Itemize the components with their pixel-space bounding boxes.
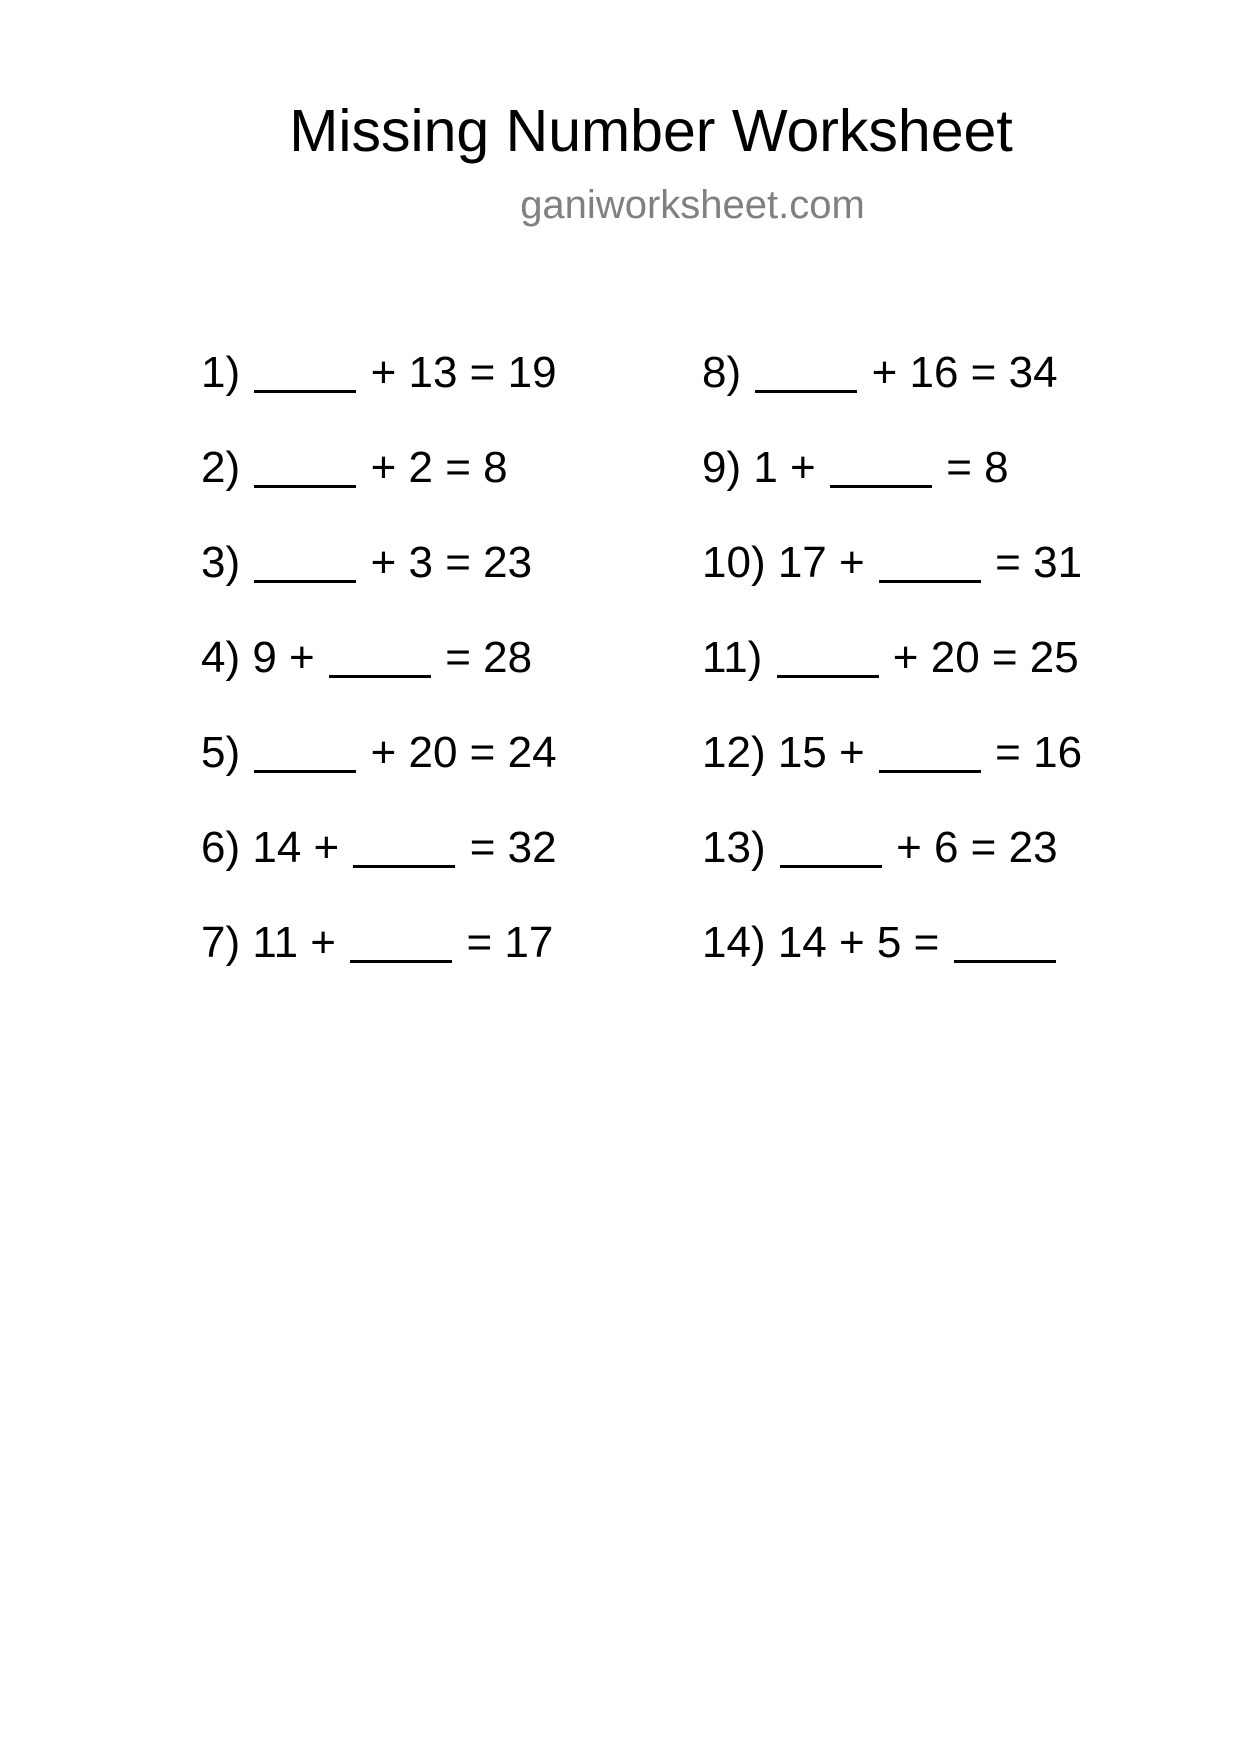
problem-number: 8): [702, 348, 742, 397]
answer-blank[interactable]: [830, 485, 932, 488]
problem-addend: 15 +: [777, 728, 865, 777]
problem-number: 14): [702, 918, 766, 967]
problem-10: [702, 535, 1082, 630]
problem-11: [702, 630, 1082, 725]
problem-equation: + 3 = 23: [370, 538, 533, 587]
problem-equation: = 31: [995, 538, 1083, 587]
problem-4: [201, 630, 557, 725]
problem-3: [201, 535, 557, 630]
answer-blank[interactable]: [777, 675, 879, 678]
answer-blank[interactable]: [879, 770, 981, 773]
problem-number: 2): [201, 443, 241, 492]
answer-blank[interactable]: [254, 485, 356, 488]
problem-addend: 9 +: [252, 633, 315, 682]
problem-number: 3): [201, 538, 241, 587]
answer-blank[interactable]: [755, 390, 857, 393]
problem-number: 11): [702, 633, 763, 682]
problem-equation: + 16 = 34: [871, 348, 1058, 397]
problem-addend: 1 +: [753, 443, 816, 492]
problem-number: 10): [702, 538, 766, 587]
problem-number: 7): [201, 918, 241, 967]
problem-number: 4): [201, 633, 241, 682]
problem-number: 5): [201, 728, 241, 777]
problem-number: 6): [201, 823, 241, 872]
problem-number: 13): [702, 823, 766, 872]
problem-column-right: [702, 345, 1082, 1010]
answer-blank[interactable]: [254, 770, 356, 773]
problem-7: [201, 915, 557, 1010]
problem-addend: 11 +: [252, 918, 336, 967]
answer-blank[interactable]: [254, 580, 356, 583]
problem-number: 9): [702, 443, 742, 492]
problem-13: [702, 820, 1082, 915]
problem-equation: + 2 = 8: [370, 443, 508, 492]
worksheet-title: Missing Number Worksheet: [289, 98, 1013, 164]
answer-blank[interactable]: [329, 675, 431, 678]
problem-addend: 14 + 5 =: [777, 918, 940, 967]
problem-column-left: [201, 345, 557, 1010]
answer-blank[interactable]: [879, 580, 981, 583]
problem-5: [201, 725, 557, 820]
problem-equation: + 20 = 24: [370, 728, 557, 777]
problem-14: [702, 915, 1082, 1010]
problem-6: [201, 820, 557, 915]
problem-9: [702, 440, 1082, 535]
problem-2: [201, 440, 557, 535]
problem-equation: = 17: [466, 918, 554, 967]
answer-blank[interactable]: [353, 865, 455, 868]
problem-equation: = 28: [445, 633, 533, 682]
problem-equation: = 32: [469, 823, 557, 872]
website-credit: ganiworksheet.com: [520, 183, 865, 227]
problem-equation: + 20 = 25: [892, 633, 1079, 682]
problem-addend: 17 +: [777, 538, 865, 587]
problem-equation: + 13 = 19: [370, 348, 557, 397]
problem-8: [702, 345, 1082, 440]
answer-blank[interactable]: [254, 390, 356, 393]
problem-1: [201, 345, 557, 440]
problem-equation: = 16: [995, 728, 1083, 777]
problem-equation: + 6 = 23: [896, 823, 1058, 872]
problem-number: 12): [702, 728, 766, 777]
answer-blank[interactable]: [780, 865, 882, 868]
problem-equation: = 8: [946, 443, 1009, 492]
problem-number: 1): [201, 348, 241, 397]
problem-addend: 14 +: [252, 823, 340, 872]
problem-12: [702, 725, 1082, 820]
answer-blank[interactable]: [954, 960, 1056, 963]
answer-blank[interactable]: [350, 960, 452, 963]
